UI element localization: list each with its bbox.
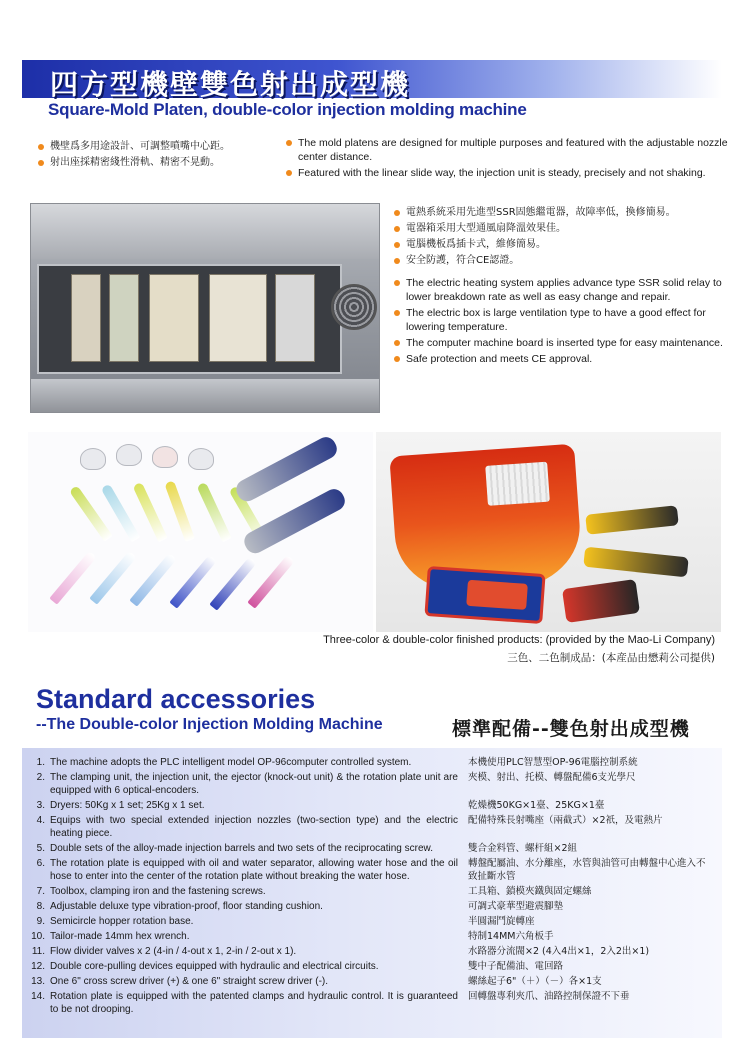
- accessories-title-cn: 標準配備--雙色射出成型機: [452, 718, 690, 740]
- table-row: [30, 756, 710, 769]
- electric-cn-list: [392, 206, 732, 270]
- list-item: 安全防護，符合CE認證。: [392, 254, 732, 268]
- item-cn: 半圓漏鬥旋轉座: [468, 916, 535, 927]
- machine-top-panel: [31, 204, 379, 259]
- products-photo-housings: [376, 432, 721, 632]
- item-number: 13.: [31, 976, 45, 987]
- thermometer-product: [164, 480, 195, 542]
- relay-array: [275, 274, 315, 362]
- accessories-title: Standard accessories: [36, 684, 316, 714]
- list-item: The mold platens are designed for multiple purposes and featured with the adjustable nozzle center distance.: [284, 136, 734, 164]
- products-caption-cn: 三色、二色制成品：(本産品由懋莉公司提供): [507, 652, 715, 664]
- thermometer-product: [129, 553, 177, 607]
- item-cn: 配備特殊長射嘴座（兩截式）×2祇，及電熱片: [468, 815, 663, 826]
- item-cn: 特制14MM六角板手: [468, 931, 554, 942]
- item-number: 7.: [36, 886, 45, 897]
- multimeter-product: [424, 566, 545, 624]
- electric-box-photo: [30, 203, 380, 413]
- features-en-list: [284, 136, 734, 182]
- list-item: 機壁爲多用途設計、可調整噴嘴中心距。: [36, 140, 276, 154]
- lamp-lens: [485, 462, 550, 506]
- item-number: 11.: [31, 946, 45, 957]
- knob-product: [80, 448, 106, 470]
- table-row: [30, 915, 710, 928]
- circuit-board: [71, 274, 101, 362]
- item-cn: 本機使用PLC智慧型OP-96電腦控制系統: [468, 757, 638, 768]
- item-en: One 6" cross screw driver (+) & one 6" straight screw driver (-).: [50, 976, 329, 987]
- item-en: Flow divider valves x 2 (4-in / 4-out x 1, 2-in / 2-out x 1).: [50, 946, 297, 957]
- products-photo-thermometers: [28, 432, 373, 632]
- item-number: 2.: [36, 772, 45, 783]
- item-cn: 雙中子配備油、電回路: [468, 961, 564, 972]
- item-cn: 轉盤配屬油、水分離座，水管與油管可由轉盤中心進入不致扯斷水管: [468, 858, 706, 882]
- knob-product: [152, 446, 178, 468]
- item-en: Adjustable deluxe type vibration-proof, floor standing cushion.: [50, 901, 323, 912]
- item-cn: 雙合金料管、螺杆組×2組: [468, 843, 578, 854]
- list-item: Safe protection and meets CE approval.: [392, 352, 732, 366]
- electric-en-list: [392, 276, 732, 368]
- thermometer-product: [169, 555, 217, 609]
- ventilation-fan-icon: [331, 284, 377, 330]
- table-row: [30, 771, 710, 797]
- features-cn-list: [36, 140, 276, 172]
- item-en: The rotation plate is equipped with oil and water separator, allowing water hose and the oil hose to enter into the center of the rotation plate without breaking the water hose.: [50, 858, 458, 882]
- page-title-en: Square-Mold Platen, double-color injection molding machine: [48, 100, 527, 119]
- item-en: Dryers: 50Kg x 1 set; 25Kg x 1 set.: [50, 800, 205, 811]
- list-item: 電腦機板爲插卡式，維修簡易。: [392, 238, 732, 252]
- table-row: [30, 930, 710, 943]
- item-cn: 螺絲起子6"（＋）（－）各×1支: [468, 976, 602, 987]
- item-number: 1.: [36, 757, 45, 768]
- page-title-cn: 四方型機壁雙色射出成型機: [50, 68, 411, 101]
- relay-array: [209, 274, 267, 362]
- accessories-subtitle: --The Double-color Injection Molding Machine: [36, 716, 383, 733]
- stripper-product: [562, 579, 640, 623]
- table-row: [30, 857, 710, 883]
- circuit-board: [149, 274, 199, 362]
- table-row: [30, 799, 710, 812]
- knob-product: [116, 444, 142, 466]
- knob-product: [188, 448, 214, 470]
- item-en: Toolbox, clamping iron and the fastening screws.: [50, 886, 266, 897]
- tester-product: [583, 547, 689, 578]
- item-en: Double core-pulling devices equipped with hydraulic and electrical circuits.: [50, 961, 379, 972]
- item-number: 14.: [31, 991, 45, 1002]
- machine-base-panel: [31, 379, 379, 413]
- list-item: The electric box is large ventilation type to have a good effect for lowering temperature.: [392, 306, 732, 334]
- item-en: The clamping unit, the injection unit, the ejector (knock-out unit) & the rotation plate unit are equipped with 6 optical-encoders.: [50, 772, 458, 796]
- item-cn: 乾燥機50KG×1臺、25KG×1臺: [468, 800, 605, 811]
- list-item: Featured with the linear slide way, the injection unit is steady, precisely and not shaking.: [284, 166, 734, 180]
- item-en: Equips with two special extended injection nozzles (two-section type) and the electric heating piece.: [50, 815, 458, 839]
- list-item: 射出座採精密綫性滑軌、精密不晃動。: [36, 156, 276, 170]
- item-cn: 工具箱、鎖模夾鐵與固定螺絲: [468, 886, 592, 897]
- accessories-list: [30, 756, 710, 1018]
- item-cn: 回轉盤專利夾爪、油路控制保證不下垂: [468, 991, 630, 1002]
- item-number: 12.: [31, 961, 45, 972]
- multimeter-display: [466, 580, 528, 610]
- table-row: [30, 842, 710, 855]
- table-row: [30, 960, 710, 973]
- item-number: 5.: [36, 843, 45, 854]
- item-number: 10.: [31, 931, 45, 942]
- table-row: [30, 900, 710, 913]
- table-row: [30, 885, 710, 898]
- circuit-board: [109, 274, 139, 362]
- item-cn: 可調式豪華型避震腳墊: [468, 901, 564, 912]
- item-en: Semicircle hopper rotation base.: [50, 916, 194, 927]
- list-item: 電器箱采用大型通風扇降溫效果佳。: [392, 222, 732, 236]
- item-number: 3.: [36, 800, 45, 811]
- thermometer-product: [89, 551, 137, 605]
- item-en: Tailor-made 14mm hex wrench.: [50, 931, 190, 942]
- item-number: 8.: [36, 901, 45, 912]
- item-en: Double sets of the alloy-made injection barrels and two sets of the reciprocating screw.: [50, 843, 433, 854]
- item-cn: 夾模、射出、托模、轉盤配備6支光學尺: [468, 772, 636, 783]
- item-cn: 水路器分流閥×2 (4入4出×1，2入2出×1): [468, 946, 650, 957]
- item-en: The machine adopts the PLC intelligent model OP-96computer controlled system.: [50, 757, 412, 768]
- list-item: The computer machine board is inserted type for easy maintenance.: [392, 336, 732, 350]
- table-row: [30, 975, 710, 988]
- list-item: 電熱系統采用先進型SSR固態繼電器，故障率低，換修簡易。: [392, 206, 732, 220]
- item-number: 6.: [36, 858, 45, 869]
- products-caption-en: Three-color & double-color finished products: (provided by the Mao-Li Company): [323, 634, 715, 646]
- table-row: [30, 814, 710, 840]
- table-row: [30, 990, 710, 1016]
- table-row: [30, 945, 710, 958]
- item-number: 9.: [36, 916, 45, 927]
- thermometer-product: [196, 482, 231, 542]
- item-number: 4.: [36, 815, 45, 826]
- tester-product: [585, 505, 679, 535]
- list-item: The electric heating system applies advance type SSR solid relay to lower breakdown rate as well as easy change and repair.: [392, 276, 732, 304]
- item-en: Rotation plate is equipped with the patented clamps and hydraulic control. It is guaranteed to be not drooping.: [50, 991, 458, 1015]
